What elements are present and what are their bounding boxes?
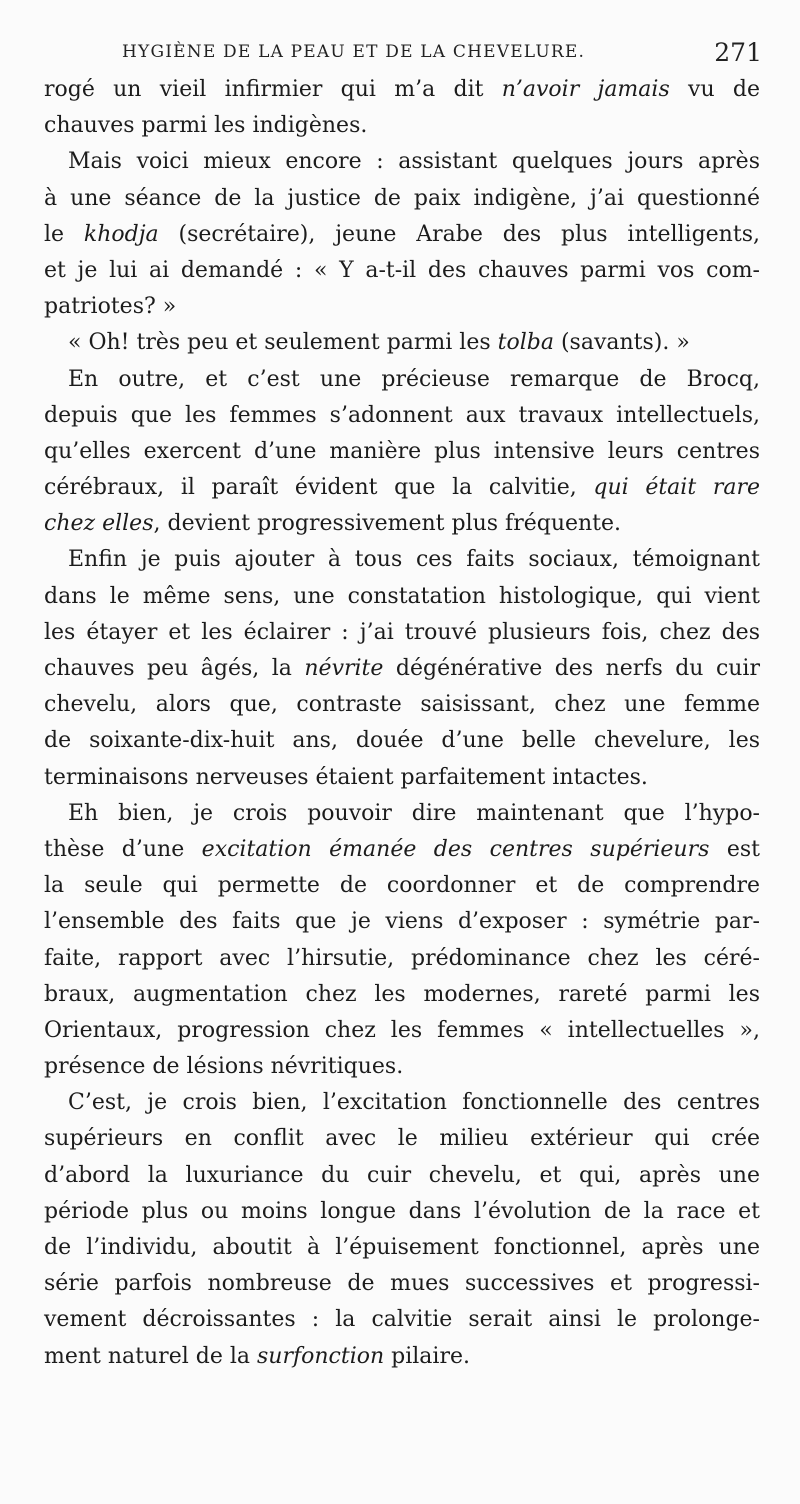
text-run: à une séance de la justice de paix indigène, j’ai questionné (44, 185, 760, 211)
text-run: (savants). » (553, 330, 690, 356)
text-line (44, 398, 760, 434)
text-line (44, 723, 760, 759)
text-line (44, 687, 760, 723)
text-line (44, 362, 760, 398)
text-line (44, 434, 760, 470)
text-run: période plus ou moins longue dans l’évolution de la race et (44, 1198, 760, 1224)
text-run: est (709, 836, 760, 862)
text-run: rogé un vieil infirmier qui m’a dit (44, 77, 502, 102)
italic-text: qui était rare (593, 475, 760, 501)
text-run: Mais voici mieux encore : assistant quelques jours après (68, 149, 760, 175)
text-line (44, 72, 760, 108)
running-title: HYGIÈNE DE LA PEAU ET DE LA CHEVELURE. (122, 42, 586, 62)
italic-text: n’avoir jamais (501, 77, 670, 102)
text-line (44, 760, 760, 796)
text-run: Eh bien, je crois pouvoir dire maintenant que l’hypo- (68, 800, 760, 826)
italic-text: excitation émanée des centres supérieurs (201, 836, 710, 862)
text-run: et je lui ai demandé : « Y a-t-il des chauves parmi vos com- (44, 257, 760, 283)
text-line (44, 289, 760, 325)
text-run: vu de (669, 77, 760, 102)
text-line (44, 615, 760, 651)
italic-text: chez elles (44, 511, 154, 537)
text-run: dégénérative des nerfs du cuir (383, 656, 760, 681)
text-line (44, 977, 760, 1013)
text-run: supérieurs en conflit avec le milieu extérieur qui crée (44, 1126, 760, 1152)
italic-text: tolba (497, 330, 554, 356)
text-line (44, 217, 760, 253)
text-run: patriotes? » (44, 294, 177, 320)
text-run: d’abord la luxuriance du cuir chevelu, et qui, après une (44, 1162, 760, 1188)
text-run: l’ensemble des faits que je viens d’exposer : symétrie par- (44, 909, 760, 935)
text-run: qu’elles exercent d’une manière plus intensive leurs centres (44, 438, 760, 464)
text-run: ment naturel de la (44, 1343, 257, 1369)
text-run: chevelu, alors que, contraste saisissant, chez une femme (44, 692, 760, 718)
text-run: pilaire. (384, 1343, 470, 1369)
text-line (44, 542, 760, 578)
text-run: vement décroissantes : la calvitie serait ainsi le prolonge- (44, 1307, 760, 1333)
text-run: dans le même sens, une constatation histologique, qui vient (44, 583, 760, 609)
text-run: « Oh! très peu et seulement parmi les (68, 330, 498, 356)
text-line (44, 1158, 760, 1194)
text-run: chauves peu âgés, la (44, 656, 305, 681)
text-run: cérébraux, il paraît évident que la calvitie, (44, 475, 594, 501)
text-line (44, 832, 760, 868)
text-run: (secrétaire), jeune Arabe des plus intelligents, (158, 221, 760, 247)
italic-text: khodja (83, 221, 159, 247)
text-line (44, 1013, 760, 1049)
text-run: Enfin je puis ajouter à tous ces faits sociaux, témoignant (68, 547, 760, 573)
text-line (44, 1302, 760, 1338)
text-line (44, 941, 760, 977)
text-line (44, 470, 760, 506)
text-run: , devient progressivement plus fréquente. (153, 511, 622, 537)
text-line (44, 1230, 760, 1266)
page-number: 271 (714, 38, 762, 67)
text-line (44, 904, 760, 940)
text-run: série parfois nombreuse de mues successives et progressi- (44, 1271, 760, 1297)
text-run: Orientaux, progression chez les femmes « intellectuelles », (44, 1017, 760, 1043)
text-run: terminaisons nerveuses étaient parfaitement intactes. (44, 764, 648, 790)
text-run: depuis que les femmes s’adonnent aux travaux intellectuels, (44, 402, 760, 428)
text-line (44, 579, 760, 615)
text-line (44, 144, 760, 180)
text-line (44, 1194, 760, 1230)
text-line (44, 868, 760, 904)
italic-text: névrite (304, 656, 384, 681)
text-line (44, 506, 760, 542)
text-line (44, 1121, 760, 1157)
text-line (44, 253, 760, 289)
text-run: En outre, et c’est une précieuse remarque de Brocq, (68, 366, 760, 392)
text-run: faite, rapport avec l’hirsutie, prédominance chez les céré- (44, 945, 760, 971)
text-line (44, 1049, 760, 1085)
body-text (44, 72, 760, 1375)
text-run: chauves parmi les indigènes. (44, 113, 368, 139)
text-line (44, 181, 760, 217)
text-run: la seule qui permette de coordonner et de comprendre (44, 873, 760, 899)
text-run: les étayer et les éclairer : j’ai trouvé plusieurs fois, chez des (44, 619, 760, 645)
text-run: présence de lésions névritiques. (44, 1054, 404, 1080)
text-line (44, 325, 760, 361)
text-line (44, 796, 760, 832)
text-run: thèse d’une (44, 836, 202, 862)
text-run: braux, augmentation chez les modernes, rareté parmi les (44, 981, 760, 1007)
text-run: de soixante-dix-huit ans, douée d’une belle chevelure, les (44, 728, 760, 754)
text-run: de l’individu, aboutit à l’épuisement fonctionnel, après une (44, 1235, 760, 1260)
text-line (44, 1085, 760, 1121)
text-line (44, 1266, 760, 1302)
text-run: le (44, 221, 84, 247)
page-header (44, 38, 766, 70)
text-line (44, 1339, 760, 1375)
italic-text: surfonction (257, 1343, 385, 1369)
text-run: C’est, je crois bien, l’excitation fonctionnelle des centres (68, 1090, 760, 1116)
text-line (44, 108, 760, 144)
text-line (44, 651, 760, 687)
